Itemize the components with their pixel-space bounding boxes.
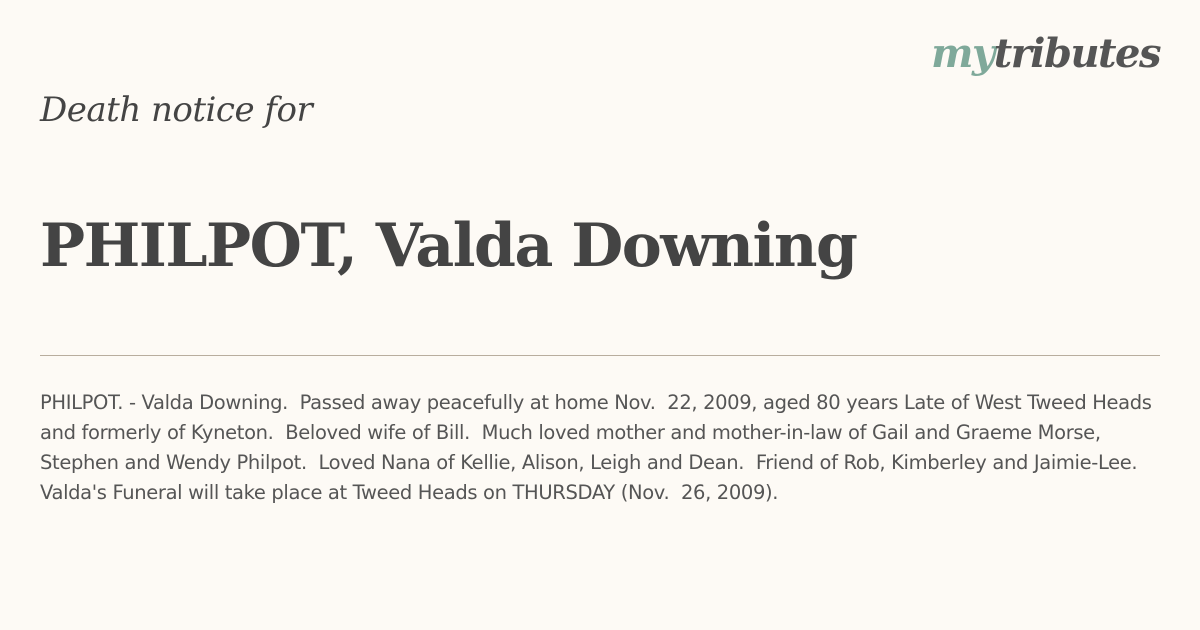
death-notice-label: Death notice for bbox=[40, 90, 313, 130]
mytributes-logo[interactable] bbox=[931, 30, 1160, 77]
notice-text: PHILPOT. - Valda Downing. Passed away peacefully at home Nov. 22, 2009, aged 80 years Late of West Tweed Heads and formerly of Kyneton. Beloved wife of Bill. Much loved mother and mother-in-law of Gail and Graeme Morse, Stephen and Wendy Philpot. Loved Nana of Kellie, Alison, Leigh and Dean. Friend of Rob, Kimberley and Jaimie-Lee. Valda's Funeral will take place at Tweed Heads on THURSDAY (Nov. 26, 2009). bbox=[40, 391, 1158, 504]
logo-my: my bbox=[931, 30, 994, 77]
logo-tributes: tributes bbox=[993, 30, 1160, 77]
deceased-name: PHILPOT, Valda Downing bbox=[40, 211, 857, 281]
divider bbox=[40, 355, 1160, 356]
